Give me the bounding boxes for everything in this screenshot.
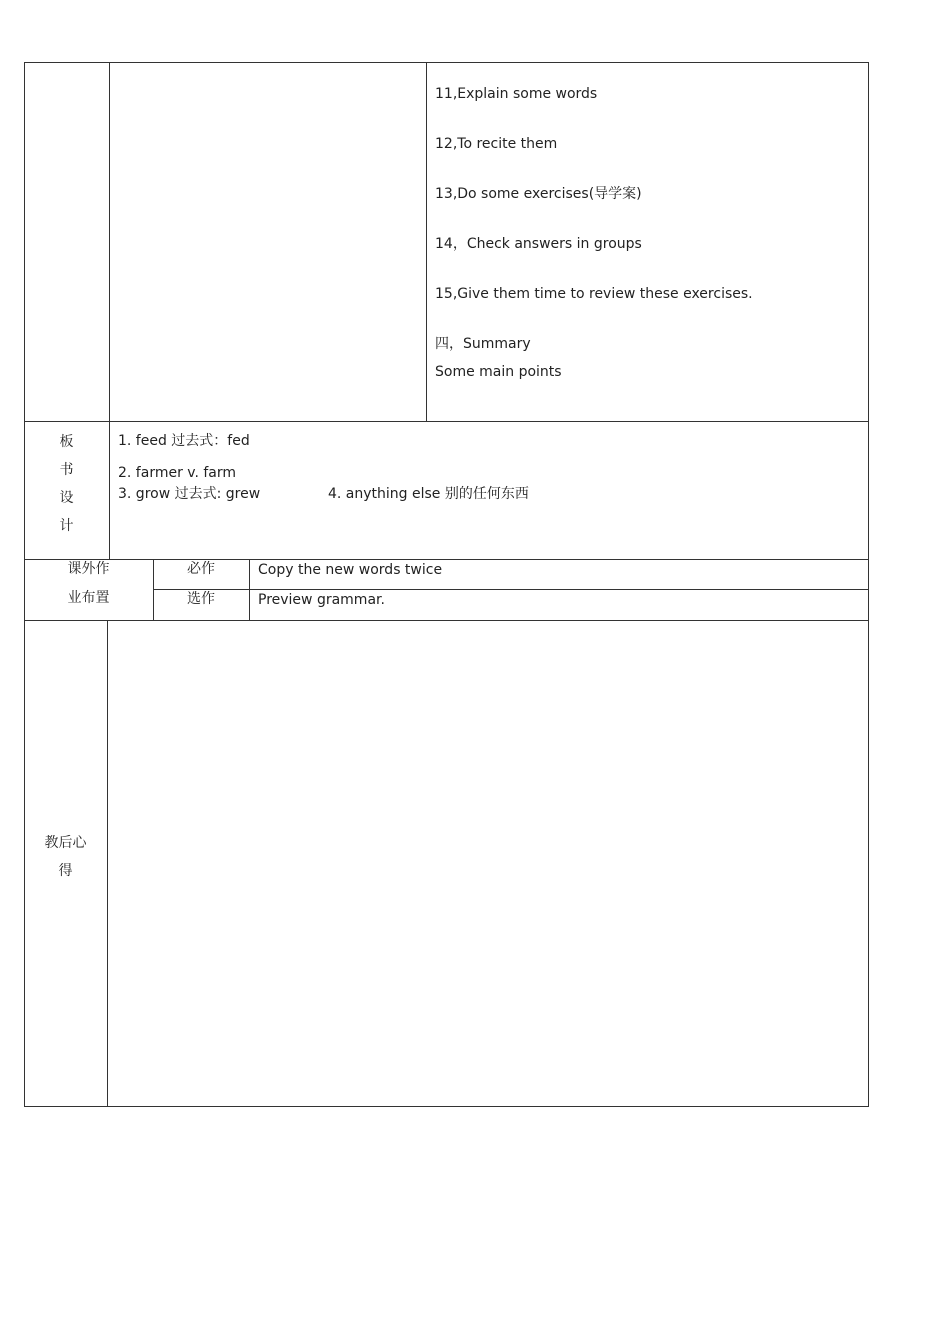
optional-text: Preview grammar. (258, 592, 385, 608)
homework-label-line-2: 业布置 (67, 590, 110, 606)
step-13: 13,Do some exercises(导学案) (435, 186, 642, 202)
table-bottom-border (24, 1106, 869, 1107)
optional-label: 选作 (187, 591, 215, 607)
step-11: 11,Explain some words (435, 86, 598, 102)
homework-col-divider-2 (249, 559, 250, 620)
required-label: 必作 (187, 561, 215, 577)
board-line-2: 2. farmer v. farm (118, 465, 237, 481)
top-col-divider-1 (109, 62, 110, 559)
homework-label-line-1: 课外作 (67, 561, 110, 577)
step-15: 15,Give them time to review these exercises. (435, 286, 753, 302)
board-line-3b: 4. anything else 别的任何东西 (328, 486, 529, 502)
board-design-label-char-3: 设 (59, 490, 74, 506)
summary-text: Some main points (435, 364, 562, 380)
homework-divider (153, 589, 869, 590)
top-col-divider-2 (426, 62, 427, 421)
required-text: Copy the new words twice (258, 562, 443, 578)
board-design-label-char-2: 书 (59, 462, 74, 478)
row-divider-2 (24, 559, 869, 560)
board-design-label-char-4: 计 (59, 518, 74, 534)
table-top-border (24, 62, 869, 63)
row-divider-1 (24, 421, 869, 422)
table-left-border (24, 62, 25, 1107)
reflection-label-line-1: 教后心 (44, 835, 87, 851)
step-14: 14，Check answers in groups (435, 236, 642, 252)
reflection-col-divider (107, 620, 108, 1106)
summary-heading: 四，Summary (435, 336, 531, 352)
reflection-label-line-2: 得 (58, 863, 73, 879)
row-divider-3 (24, 620, 869, 621)
step-12: 12,To recite them (435, 136, 558, 152)
board-line-3a: 3. grow 过去式: grew (118, 486, 261, 502)
board-line-1: 1. feed 过去式：fed (118, 433, 250, 449)
table-right-border (868, 62, 869, 1107)
board-design-label-char-1: 板 (59, 434, 74, 450)
